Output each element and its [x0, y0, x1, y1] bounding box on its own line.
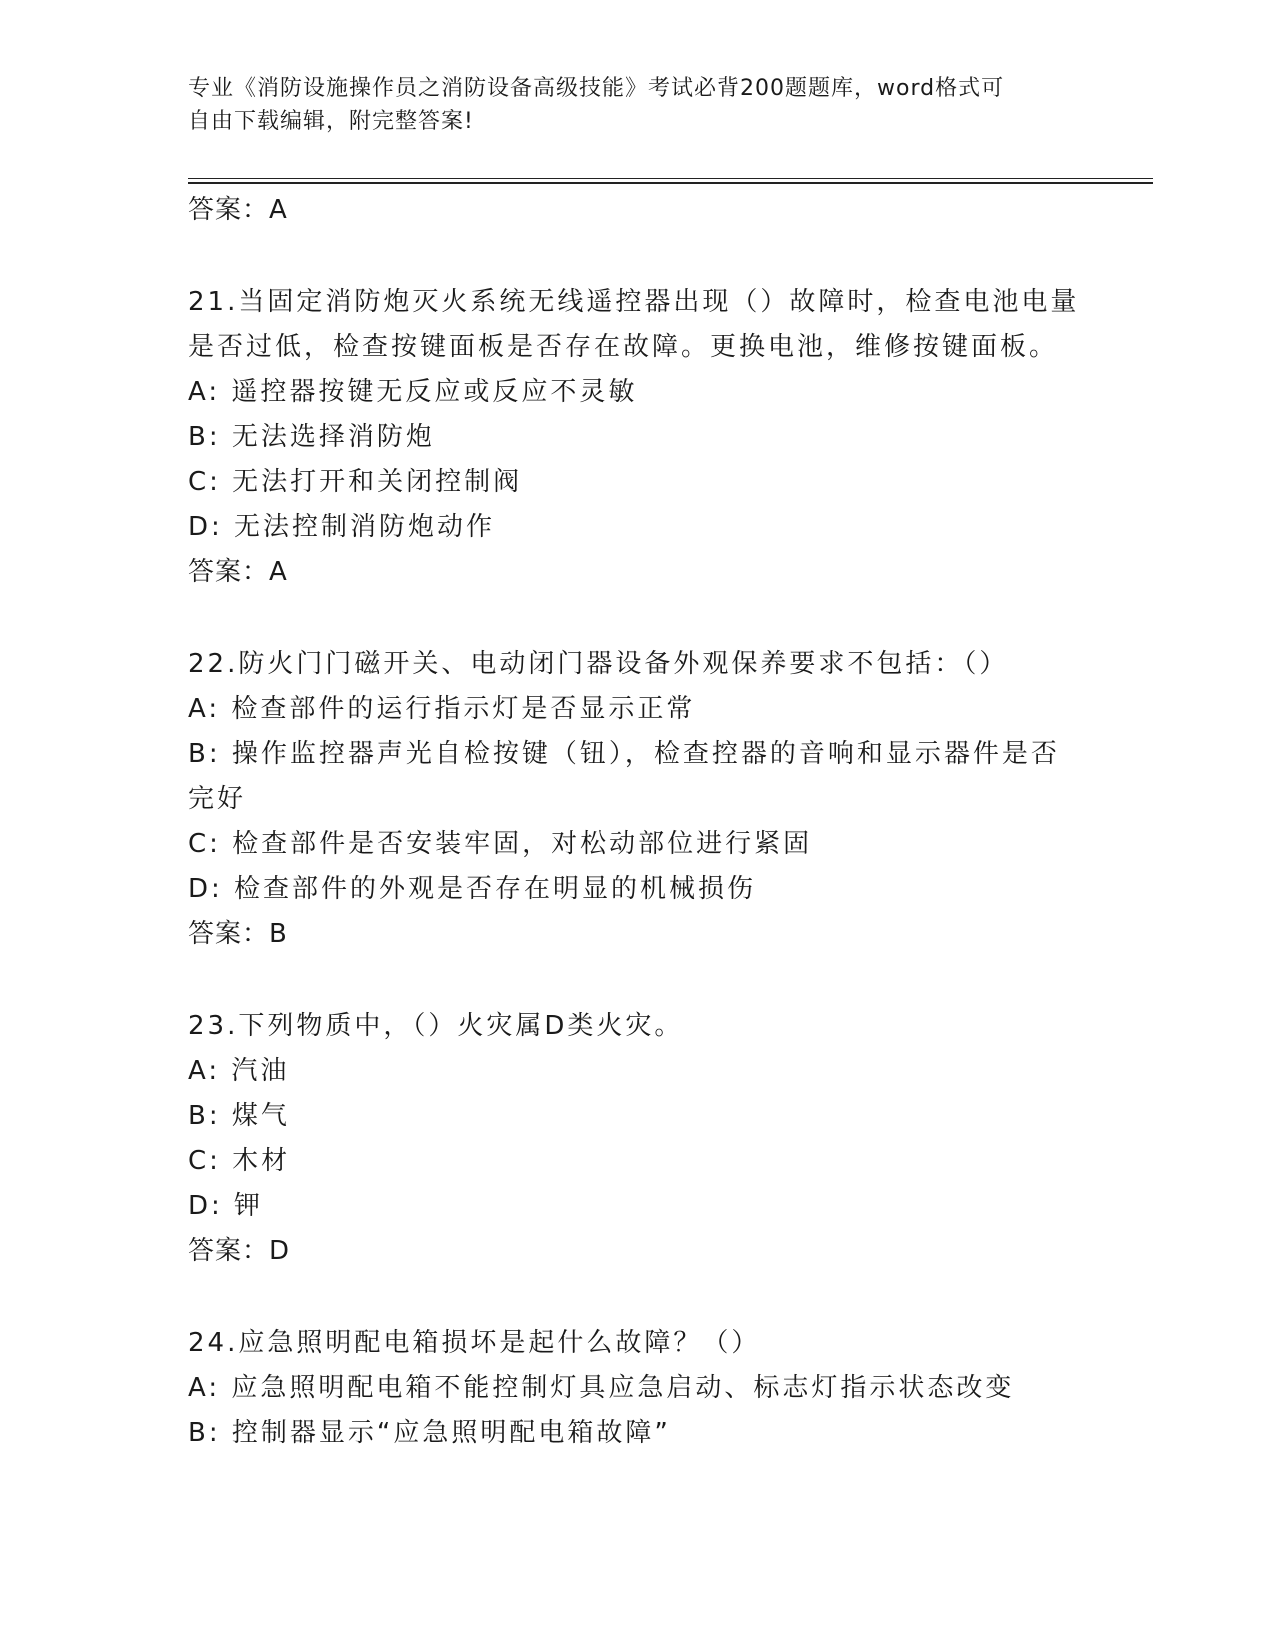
question-stem: 22.防火门门磁开关、电动闭门器设备外观保养要求不包括：（） — [188, 649, 1009, 679]
question-list — [188, 188, 1080, 1456]
option-d: D: 钾 — [188, 1191, 264, 1221]
header-title-line-1: 专业《消防设施操作员之消防设备高级技能》考试必背200题题库，word格式可 — [188, 76, 1005, 101]
option-c: C: 无法打开和关闭控制阀 — [188, 467, 523, 497]
option-b-continued: 完好 — [188, 784, 247, 814]
option-a: A: 检查部件的运行指示灯是否显示正常 — [188, 694, 696, 724]
question-21 — [188, 280, 1080, 595]
spacer — [188, 1274, 1068, 1321]
option-b: B: 无法选择消防炮 — [188, 422, 435, 452]
question-stem: 23.下列物质中，（）火灾属D类火灾。 — [188, 1011, 684, 1041]
option-d: D: 无法控制消防炮动作 — [188, 512, 496, 542]
spacer — [188, 233, 1068, 280]
question-23 — [188, 1004, 1068, 1274]
answer: 答案：A — [188, 557, 288, 587]
option-d: D: 检查部件的外观是否存在明显的机械损伤 — [188, 874, 757, 904]
option-a: A: 汽油 — [188, 1056, 290, 1086]
document-page — [188, 0, 1158, 1650]
question-stem: 24.应急照明配电箱损坏是起什么故障？（） — [188, 1328, 761, 1358]
option-b: B: 控制器显示“应急照明配电箱故障” — [188, 1418, 671, 1448]
option-b: B: 煤气 — [188, 1101, 290, 1131]
header-divider — [188, 178, 1153, 184]
document-header — [188, 72, 1088, 138]
answer: 答案：B — [188, 919, 288, 949]
option-a: A: 应急照明配电箱不能控制灯具应急启动、标志灯指示状态改变 — [188, 1373, 1015, 1403]
spacer — [188, 957, 1068, 1004]
question-22 — [188, 642, 1068, 957]
option-b: B: 操作监控器声光自检按键（钮），检查控器的音响和显示器件是否 — [188, 739, 1060, 769]
option-a: A: 遥控器按键无反应或反应不灵敏 — [188, 377, 638, 407]
option-c: C: 检查部件是否安装牢固，对松动部位进行紧固 — [188, 829, 813, 859]
question-24 — [188, 1321, 1068, 1456]
previous-answer: 答案：A — [188, 195, 288, 225]
header-title-line-2: 自由下载编辑，附完整答案! — [188, 109, 474, 134]
option-c: C: 木材 — [188, 1146, 291, 1176]
answer: 答案：D — [188, 1236, 291, 1266]
spacer — [188, 595, 1068, 642]
question-stem-continued: 是否过低，检查按键面板是否存在故障。更换电池，维修按键面板。 — [188, 332, 1059, 362]
question-stem: 21.当固定消防炮灭火系统无线遥控器出现（）故障时，检查电池电量 — [188, 287, 1080, 317]
